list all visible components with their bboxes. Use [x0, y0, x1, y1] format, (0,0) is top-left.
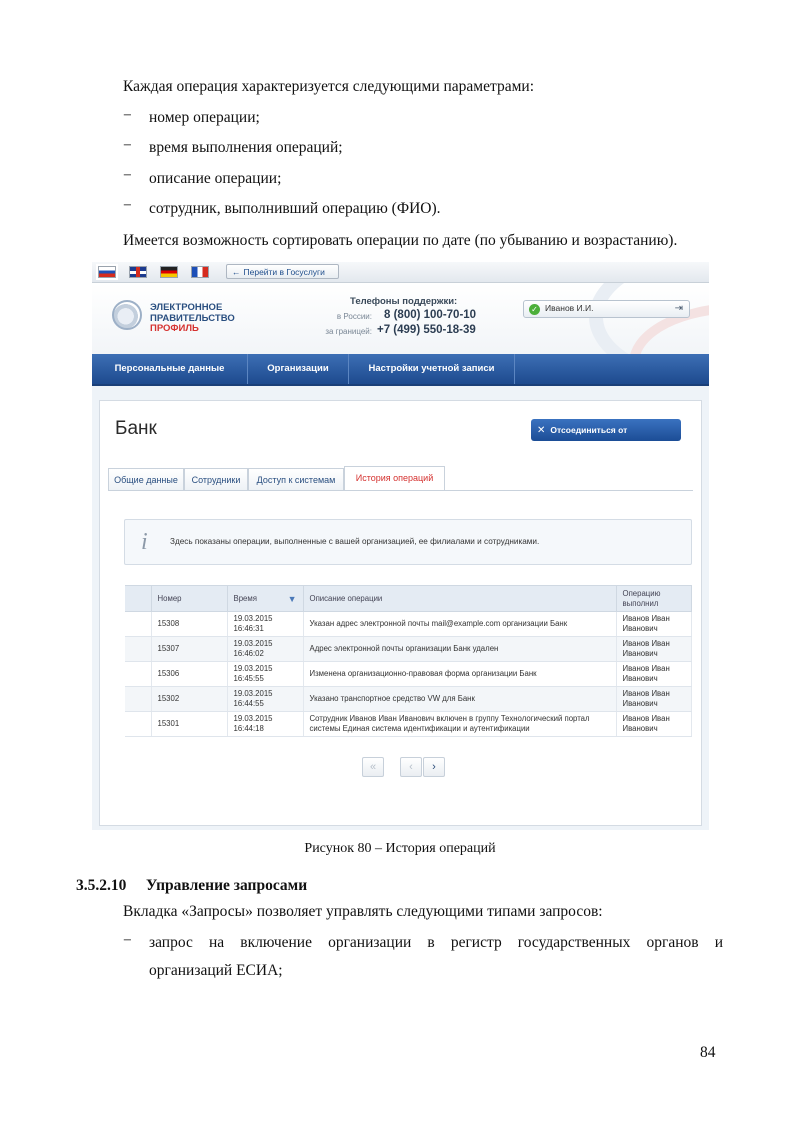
description-column-header[interactable]: Описание операции — [303, 586, 616, 612]
param-item: сотрудник, выполнивший операцию (ФИО). — [149, 200, 441, 217]
page-number: 84 — [700, 1044, 716, 1061]
table-row[interactable] — [125, 712, 691, 737]
info-box — [124, 519, 692, 565]
performer-line: Иванович — [622, 649, 658, 658]
cell-date: 19.03.2015 — [233, 689, 273, 698]
cell-time — [227, 712, 303, 737]
tab-operations-history[interactable]: История операций — [344, 466, 445, 491]
figure-caption: Рисунок 80 – История операций — [304, 841, 496, 856]
time-column-header[interactable] — [227, 586, 303, 612]
nav-account-settings[interactable]: Настройки учетной записи — [349, 354, 515, 384]
cell-clock: 16:44:55 — [233, 699, 264, 708]
cell-clock: 16:46:31 — [233, 624, 264, 633]
check-icon: ✓ — [529, 304, 540, 315]
cell-time — [227, 662, 303, 687]
cell-performer — [616, 687, 691, 712]
list-dash: − — [123, 932, 132, 949]
support-abroad-phone: +7 (499) 550-18-39 — [377, 324, 476, 336]
row-marker — [125, 637, 151, 662]
performer-line: Иванов Иван — [622, 689, 670, 698]
performer-line: Иванович — [622, 724, 658, 733]
flag-de-icon[interactable] — [160, 266, 178, 278]
performer-line: Иванович — [622, 624, 658, 633]
table-row[interactable] — [125, 687, 691, 712]
table-row[interactable] — [125, 637, 691, 662]
cell-clock: 16:46:02 — [233, 649, 264, 658]
cell-number: 15302 — [151, 687, 227, 712]
tab-system-access[interactable]: Доступ к системам — [248, 468, 344, 490]
cell-description — [303, 712, 616, 737]
performer-line: Иванович — [622, 674, 658, 683]
prev-page-button[interactable]: ‹ — [400, 757, 422, 777]
organization-panel — [99, 400, 702, 826]
select-column-header — [125, 586, 151, 612]
time-header-label: Время — [233, 593, 257, 603]
support-abroad-label: за границей: — [325, 327, 372, 336]
description-line: системы Единая система идентификации и аутентификации — [309, 724, 530, 733]
cell-number: 15306 — [151, 662, 227, 687]
performer-line: Иванов Иван — [622, 614, 670, 623]
operations-table — [125, 585, 692, 737]
page-title: Банк — [115, 418, 157, 439]
next-page-button[interactable]: › — [423, 757, 445, 777]
number-column-header[interactable]: Номер — [151, 586, 227, 612]
cell-performer — [616, 712, 691, 737]
support-title: Телефоны поддержки: — [350, 296, 458, 307]
goto-label: Перейти в Госуслуги — [243, 267, 325, 277]
disconnect-button[interactable] — [531, 419, 681, 458]
goto-gosuslugi-button[interactable] — [226, 264, 339, 279]
cell-performer — [616, 612, 691, 637]
performer-line: Иванович — [622, 699, 658, 708]
performer-line: Иванов Иван — [622, 714, 670, 723]
cell-description: Адрес электронной почты организации Банк удален — [303, 637, 616, 662]
list-dash: − — [123, 107, 132, 124]
cell-number: 15308 — [151, 612, 227, 637]
cell-description: Изменена организационно-правовая форма организации Банк — [303, 662, 616, 687]
nav-personal-data[interactable]: Персональные данные — [92, 354, 248, 384]
row-marker — [125, 612, 151, 637]
section-intro: Вкладка «Запросы» позволяет управлять следующими типами запросов: — [123, 903, 603, 920]
language-bar — [92, 262, 709, 283]
cell-number: 15307 — [151, 637, 227, 662]
info-icon: i — [141, 529, 148, 555]
tab-divider — [108, 490, 693, 491]
intro-paragraph: Каждая операция характеризуется следующими параметрами: — [123, 78, 534, 95]
param-item: описание операции; — [149, 170, 282, 187]
table-row[interactable] — [125, 612, 691, 637]
tab-employees[interactable]: Сотрудники — [184, 468, 248, 490]
logout-icon[interactable]: ⇥ — [674, 303, 683, 314]
cell-time — [227, 687, 303, 712]
param-item: номер операции; — [149, 109, 260, 126]
performer-line: Иванов Иван — [622, 664, 670, 673]
cell-performer — [616, 662, 691, 687]
list-dash: − — [123, 137, 132, 154]
arrow-left-icon: ← — [232, 267, 241, 277]
support-russia-label: в России: — [336, 312, 372, 321]
request-item-line: запрос на включение организации в регистр государственных органов и — [149, 934, 723, 951]
row-marker — [125, 712, 151, 737]
performer-header-line: выполнил — [622, 598, 659, 608]
info-text: Здесь показаны операции, выполненные с вашей организацией, ее филиалами и сотрудниками. — [170, 537, 540, 546]
logo-line: ПРАВИТЕЛЬСТВО — [150, 312, 235, 324]
cell-clock: 16:45:55 — [233, 674, 264, 683]
header-decoration — [549, 283, 709, 354]
description-line: Сотрудник Иванов Иван Иванович включен в группу Технологический портал — [309, 714, 590, 723]
logo[interactable] — [150, 303, 235, 335]
table-row[interactable] — [125, 662, 691, 687]
main-nav — [92, 354, 709, 386]
cell-number: 15301 — [151, 712, 227, 737]
cell-description: Указан адрес электронной почты mail@example.com организации Банк — [303, 612, 616, 637]
row-marker — [125, 687, 151, 712]
cell-date: 19.03.2015 — [233, 664, 273, 673]
request-item-line: организаций ЕСИА; — [149, 962, 283, 979]
logo-line: ЭЛЕКТРОННОЕ — [150, 302, 223, 313]
cell-date: 19.03.2015 — [233, 714, 273, 723]
performer-column-header[interactable] — [616, 586, 691, 612]
performer-line: Иванов Иван — [622, 639, 670, 648]
list-dash: − — [123, 167, 132, 184]
flag-ru-icon[interactable] — [98, 266, 116, 278]
first-page-button[interactable]: « — [362, 757, 384, 777]
figure-screenshot — [92, 262, 709, 830]
user-name: Иванов И.И. — [545, 303, 594, 313]
param-item: время выполнения операций; — [149, 139, 343, 156]
tab-general[interactable]: Общие данные — [108, 468, 184, 490]
section-title: Управление запросами — [146, 877, 308, 894]
list-dash: − — [123, 197, 132, 214]
cell-clock: 16:44:18 — [233, 724, 264, 733]
row-marker — [125, 662, 151, 687]
nav-organizations[interactable]: Организации — [248, 354, 349, 384]
sort-desc-icon[interactable]: ▼ — [287, 593, 297, 604]
disconnect-label: Отсоединиться от организации — [537, 425, 628, 458]
section-number: 3.5.2.10 — [76, 877, 127, 894]
cell-time — [227, 612, 303, 637]
site-header — [92, 283, 709, 354]
support-russia-phone: 8 (800) 100-70-10 — [384, 309, 477, 321]
performer-header-line: Операцию — [622, 588, 661, 598]
cell-date: 19.03.2015 — [233, 639, 273, 648]
user-menu[interactable] — [523, 300, 690, 318]
sort-note: Имеется возможность сортировать операции по дате (по убыванию и возрастанию). — [123, 232, 678, 249]
cell-description: Указано транспортное средство VW для Банк — [303, 687, 616, 712]
cell-time — [227, 637, 303, 662]
emblem-icon — [112, 300, 142, 330]
flag-gb-icon[interactable] — [129, 266, 147, 278]
cell-date: 19.03.2015 — [233, 614, 273, 623]
cell-performer — [616, 637, 691, 662]
logo-subtitle: ПРОФИЛЬ — [150, 323, 199, 334]
flag-fr-icon[interactable] — [191, 266, 209, 278]
close-icon: ✕ — [537, 425, 546, 436]
